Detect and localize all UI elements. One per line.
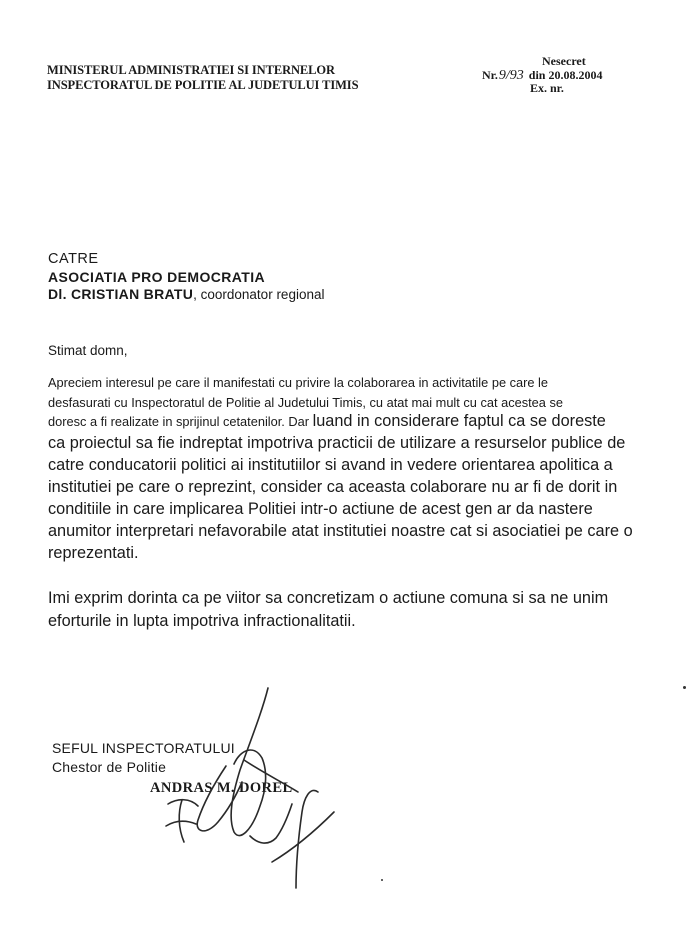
signatory-title: SEFUL INSPECTORATULUI bbox=[52, 740, 235, 756]
signature-stroke bbox=[272, 812, 334, 862]
signature-stroke bbox=[296, 790, 318, 888]
salutation: Stimat domn, bbox=[48, 343, 128, 358]
paragraph-line-start: doresc a fi realizate in sprijinul cetatenilor. Dar bbox=[48, 414, 313, 429]
document-date: din 20.08.2004 bbox=[528, 67, 603, 82]
recipient-to-label: CATRE bbox=[48, 251, 99, 267]
paper-speck bbox=[683, 686, 686, 689]
paragraph-line: institutiei pe care o reprezint, consider ca aceasta colaborare nu ar fi de dorit in bbox=[48, 477, 618, 496]
signatory-rank: Chestor de Politie bbox=[52, 759, 167, 775]
recipient-name: Dl. CRISTIAN BRATU bbox=[48, 286, 194, 302]
paragraph-line: Apreciem interesul pe care il manifestati cu privire la colaborarea in activitatile pe care le bbox=[48, 375, 549, 390]
signature-stroke bbox=[197, 766, 242, 831]
signature-stroke bbox=[231, 688, 268, 836]
paragraph-line: ca proiectul sa fie indreptat impotriva practicii de utilizare a resurselor publice de bbox=[48, 433, 626, 452]
paragraph-line: Imi exprim dorinta ca pe viitor sa concretizam o actiune comuna si sa ne unim bbox=[48, 589, 609, 607]
signature-stroke bbox=[168, 800, 198, 806]
signature-stroke bbox=[250, 804, 292, 843]
copy-number-label: Ex. nr. bbox=[530, 81, 564, 95]
ministry-name: MINISTERUL ADMINISTRATIEI SI INTERNELOR bbox=[47, 63, 335, 77]
paragraph-line-end: luand in considerare faptul ca se doreste bbox=[312, 412, 606, 430]
paragraph-line: reprezentati. bbox=[48, 543, 139, 562]
recipient-organization: ASOCIATIA PRO DEMOCRATIA bbox=[48, 268, 266, 285]
paragraph-line: desfasurati cu Inspectoratul de Politie al Judetului Timis, cu atat mai mult cu cat acestea se bbox=[48, 394, 563, 410]
classification-label: Nesecret bbox=[542, 54, 586, 68]
recipient-role: , coordonator regional bbox=[193, 287, 325, 302]
paper-speck bbox=[381, 879, 383, 881]
paragraph-line: conditiile in care implicarea Politiei intr-o actiune de acest gen ar da nastere bbox=[48, 499, 593, 518]
nr-label: Nr. bbox=[482, 67, 498, 82]
paragraph-line: anumitor interpretari nefavorabile atat institutiei noastre cat si asociatiei pe care o bbox=[48, 521, 633, 540]
signature-stroke bbox=[244, 760, 298, 792]
inspectorate-name: INSPECTORATUL DE POLITIE AL JUDETULUI TIMIS bbox=[47, 78, 359, 92]
handwritten-registration-number: 9/93 bbox=[498, 67, 524, 83]
paragraph-line: catre conducatorii politici ai institutiilor si avand in vedere orientarea apolitica a bbox=[48, 455, 613, 474]
signatory-name: ANDRAS M. DOREL bbox=[150, 780, 293, 796]
paragraph-line: eforturile in lupta impotriva infractionalitatii. bbox=[48, 612, 356, 630]
signature-stroke bbox=[166, 821, 196, 826]
